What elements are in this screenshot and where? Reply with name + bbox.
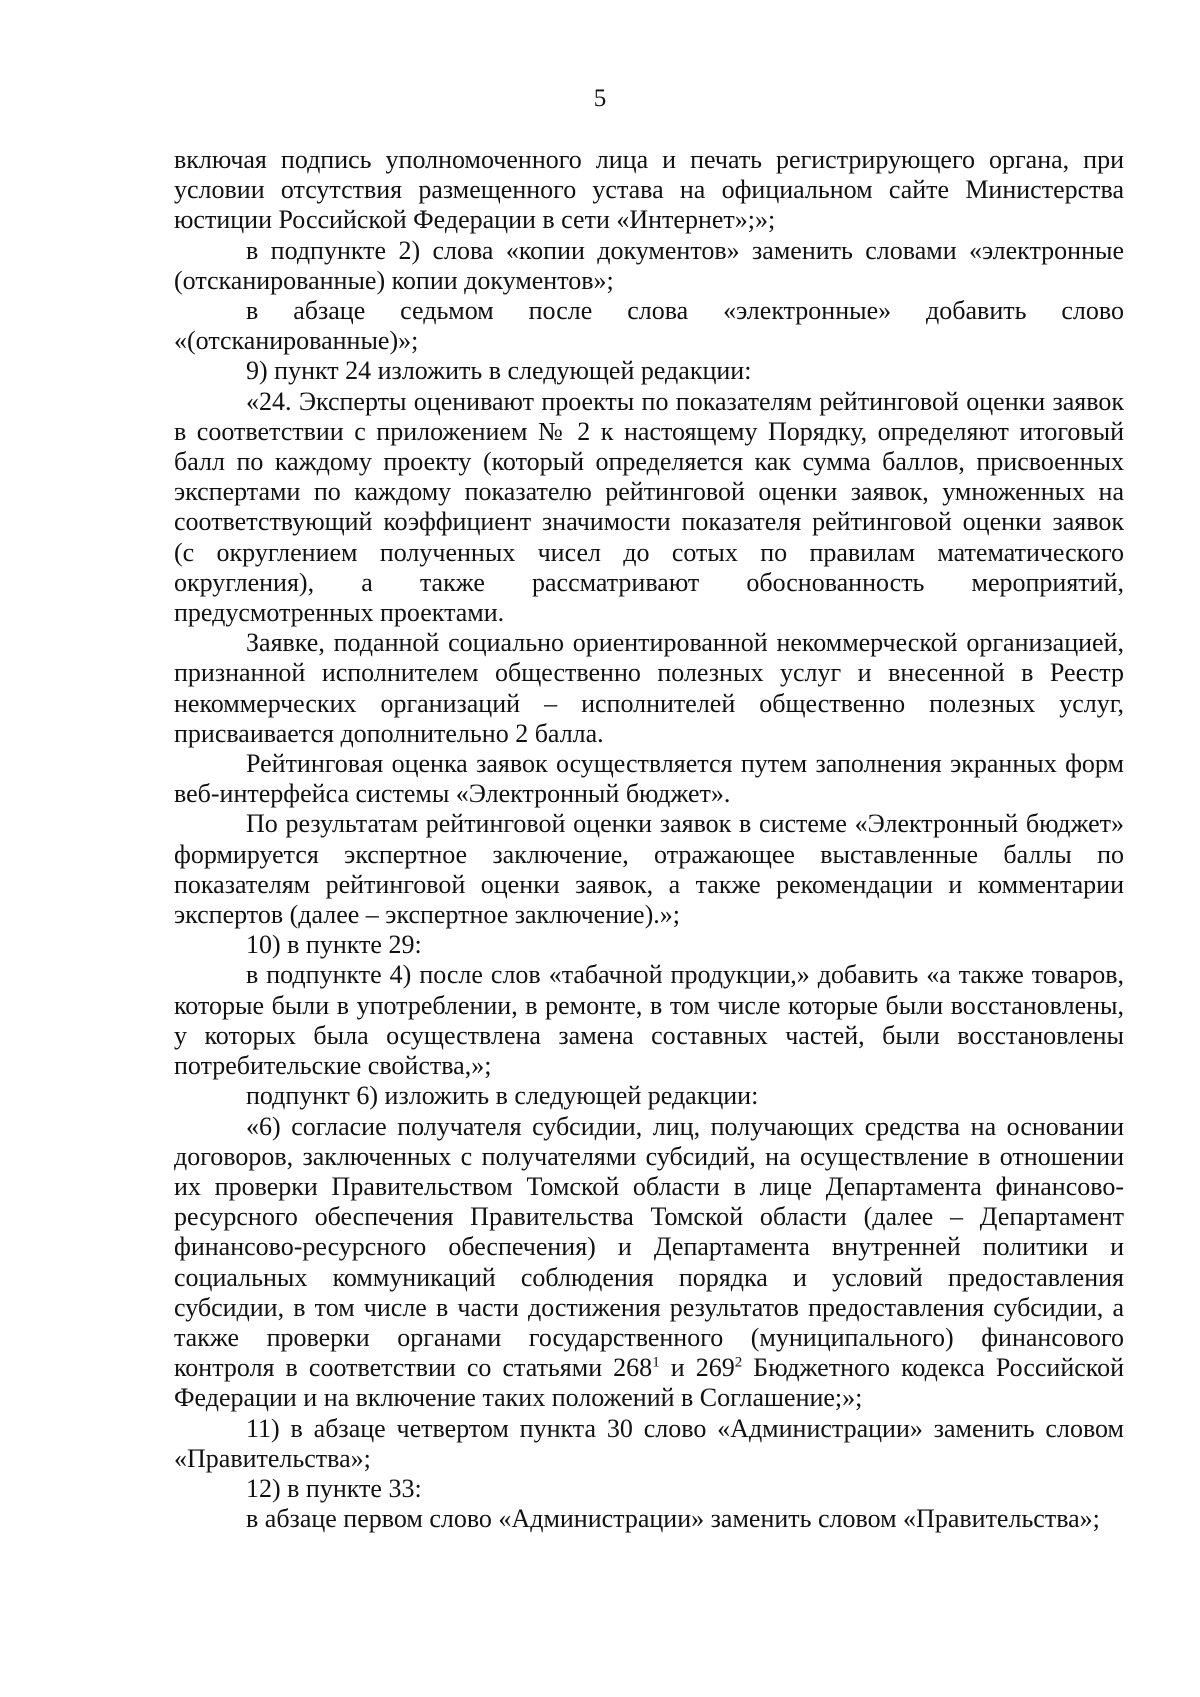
paragraph-2: в подпункте 2) слова «копии документов» заменить словами «электронные (отсканированные) копии документов»; (174, 235, 1124, 295)
paragraph-14: 12) в пункте 33: (246, 1473, 422, 1503)
paragraph-12-part-3: Бюджетного кодекса Российской Федерации и на включение таких положений в Соглашение;»; (174, 1353, 1124, 1413)
paragraph-9: 10) в пункте 29: (246, 930, 422, 960)
paragraph-4: 9) пункт 24 изложить в следующей редакции: (246, 356, 752, 386)
paragraph-15: в абзаце первом слово «Администрации» заменить словом «Правительства»; (246, 1504, 1100, 1534)
paragraph-11: подпункт 6) изложить в следующей редакции: (246, 1081, 759, 1111)
paragraph-3: в абзаце седьмом после слова «электронные» добавить слово «(отсканированные)»; (174, 296, 1124, 356)
paragraph-6: Заявке, поданной социально ориентированной некоммерческой организацией, признанной исполнителем общественно полезных услуг и внесенной в Реестр некоммерческих организаций – исполнителей общественно полезных услуг, присваивается дополнительно 2 балла. (174, 628, 1124, 748)
superscript-1: 1 (652, 1354, 660, 1371)
superscript-2: 2 (734, 1354, 743, 1371)
paragraph-1: включая подпись уполномоченного лица и печать регистрирующего органа, при условии отсутствия размещенного устава на официальном сайте Министерства юстиции Российской Федерации в сети «Интернет»;»; (174, 145, 1124, 235)
paragraph-12-part-1: «6) согласие получателя субсидии, лиц, получающих средства на основании договоров, заключенных с получателями субсидий, на осуществление в отношении их проверки Правительством Томской области в лице Департамента финансово-ресурсного обеспечения Правительства Томской области (далее – Департамент финансово-ресурсного обеспечения) и Департамента внутренней политики и социальных коммуникаций соблюдения порядка и условий предоставления субсидии, в том числе в части достижения результатов предоставления субсидии, а также проверки органами государственного (муниципального) финансового контроля в соответствии со статьями 268 (174, 1111, 1124, 1383)
paragraph-7: Рейтинговая оценка заявок осуществляется путем заполнения экранных форм веб-интерфейса системы «Электронный бюджет». (174, 749, 1124, 809)
paragraph-13: 11) в абзаце четвертом пункта 30 слово «Администрации» заменить словом «Правительства»; (174, 1413, 1124, 1473)
paragraph-12-part-2: и 269 (659, 1353, 735, 1383)
document-body (174, 145, 1124, 1534)
page-number: 5 (593, 85, 607, 112)
paragraph-10: в подпункте 4) после слов «табачной продукции,» добавить «а также товаров, которые были в употреблении, в ремонте, в том числе которые были восстановлены, у которых была осуществлена замена составных частей, были восстановлены потребительские свойства,»; (174, 960, 1124, 1081)
paragraph-8: По результатам рейтинговой оценки заявок в системе «Электронный бюджет» формируется экспертное заключение, отражающее выставленные баллы по показателям рейтинговой оценки заявок, а также рекомендации и комментарии экспертов (далее – экспертное заключение).»; (174, 809, 1124, 930)
paragraph-5: «24. Эксперты оценивают проекты по показателям рейтинговой оценки заявок в соответствии с приложением № 2 к настоящему Порядку, определяют итоговый балл по каждому проекту (который определяется как сумма баллов, присвоенных экспертами по каждому показателю рейтинговой оценки заявок, умноженных на соответствующий коэффициент значимости показателя рейтинговой оценки заявок (с округлением полученных чисел до сотых по правилам математического округления), а также рассматривают обоснованность мероприятий, предусмотренных проектами. (174, 386, 1124, 628)
paragraph-12 (174, 1112, 1124, 1414)
